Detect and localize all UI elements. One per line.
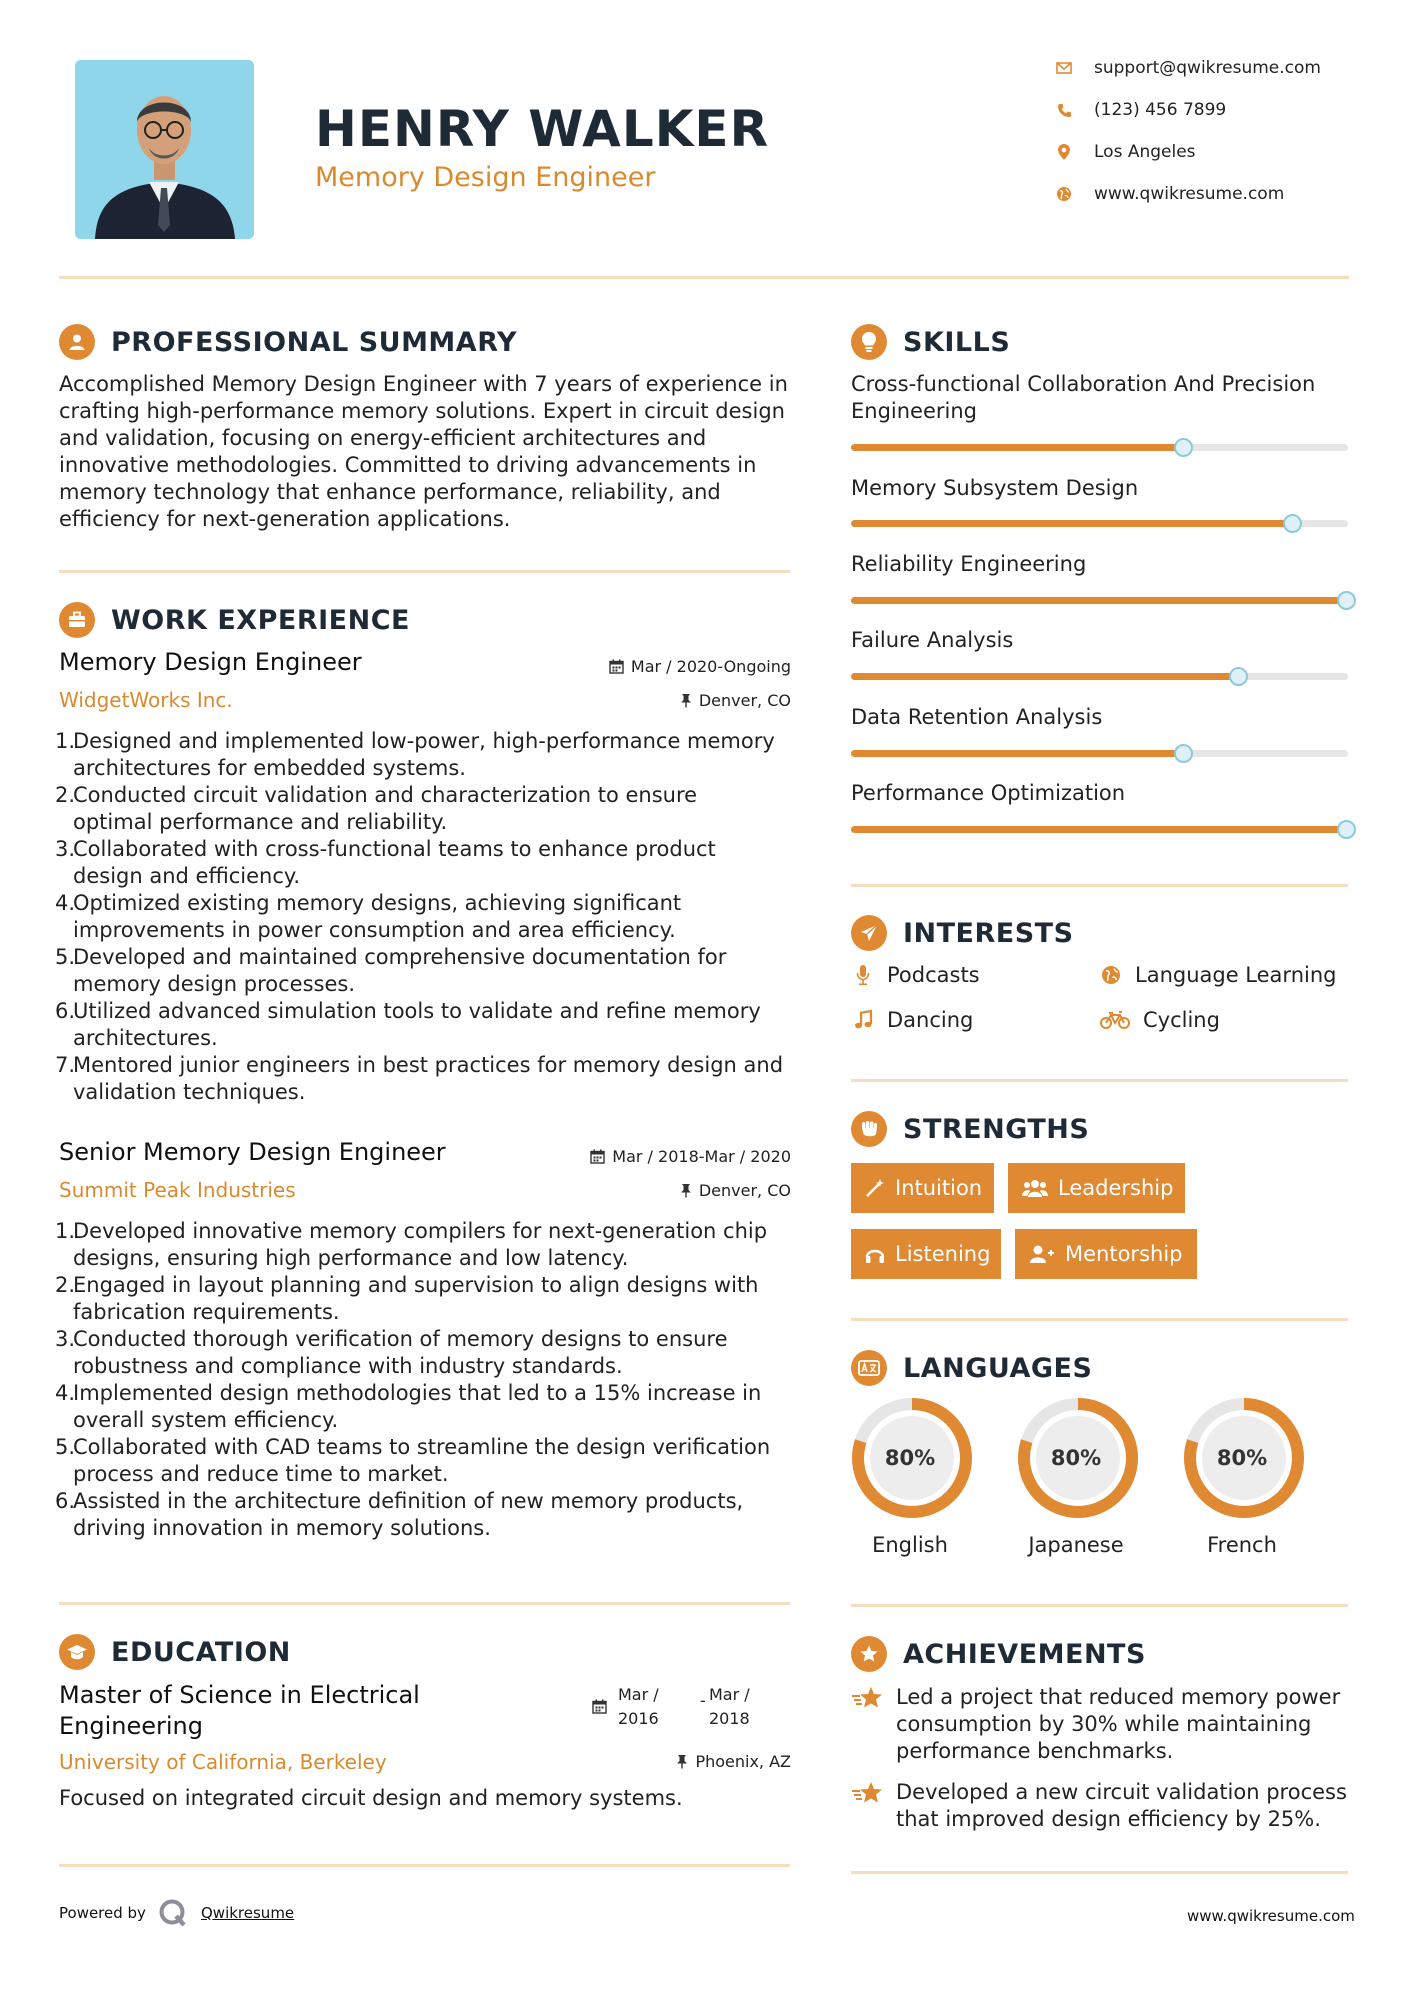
list-item: 3. Conducted thorough verification of memory designs to ensure robustness and compliance with industry standards. [55, 1327, 728, 1378]
calendar-icon [609, 659, 624, 674]
header-divider [59, 276, 1349, 279]
interest-item [1099, 1008, 1220, 1032]
education-heading [59, 1634, 291, 1670]
language-name: French [1207, 1533, 1277, 1557]
interest-label: Cycling [1143, 1008, 1220, 1032]
skill-label: Memory Subsystem Design [851, 476, 1139, 500]
award-star-icon [851, 1686, 885, 1717]
summary-title: PROFESSIONAL SUMMARY [111, 326, 518, 358]
summary-line: innovative methodologies. Committed to driving advancements in [59, 453, 757, 477]
interest-item [851, 963, 980, 987]
candidate-name: HENRY WALKER [315, 100, 770, 158]
skill-bar-fill [851, 673, 1239, 680]
strength-chip [1015, 1229, 1197, 1279]
strength-label: Leadership [1058, 1176, 1174, 1200]
job-location [540, 691, 791, 710]
skill-bar-knob [1174, 438, 1193, 457]
envelope-icon [1054, 58, 1074, 78]
contact-website-text: www.qwikresume.com [1094, 184, 1285, 204]
date-separator: - [700, 1691, 706, 1710]
contact-location [1054, 142, 1196, 162]
summary-heading [59, 324, 517, 360]
strength-chip [1008, 1163, 1185, 1213]
languages-heading [851, 1350, 1092, 1386]
pushpin-icon [676, 1754, 688, 1769]
education-start: Mar / 2016 [618, 1685, 659, 1728]
calendar-icon [592, 1699, 607, 1714]
language-percent: 80% [1216, 1446, 1268, 1470]
pushpin-icon [680, 1183, 692, 1198]
contact-email[interactable] [1054, 58, 1321, 78]
users-icon [1022, 1178, 1048, 1198]
globe-icon [1099, 963, 1123, 987]
contact-website[interactable] [1054, 184, 1284, 204]
company-name: WidgetWorks Inc. [59, 688, 233, 712]
briefcase-icon [59, 602, 95, 638]
interests-divider [851, 1079, 1348, 1082]
experience-title: WORK EXPERIENCE [111, 604, 410, 636]
star-badge-icon [851, 1636, 887, 1672]
powered-by-label: Powered by [59, 1904, 146, 1922]
magic-wand-icon [865, 1178, 885, 1198]
strength-chip [851, 1229, 1001, 1279]
skill-bar-fill [851, 826, 1348, 833]
interest-item [1099, 963, 1336, 987]
skills-heading [851, 324, 1010, 360]
job-location [540, 1181, 791, 1200]
achievements-heading [851, 1636, 1146, 1672]
languages-divider [851, 1604, 1348, 1607]
summary-line: crafting high-performance memory solutions. Expert in circuit design [59, 399, 785, 423]
list-item: 2. Conducted circuit validation and characterization to ensure optimal performance and reliability. [55, 783, 698, 834]
education-description: Focused on integrated circuit design and memory systems. [59, 1786, 683, 1810]
list-item: 1. Designed and implemented low-power, high-performance memory architectures for embedded systems. [55, 729, 775, 780]
job-responsibilities [55, 728, 795, 1106]
user-icon [59, 324, 95, 360]
candidate-title: Memory Design Engineer [315, 162, 656, 193]
skill-bar-fill [851, 520, 1293, 527]
summary-line: and validation, focusing on energy-efficient architectures and [59, 426, 707, 450]
language-percent: 80% [1050, 1446, 1102, 1470]
summary-line: Accomplished Memory Design Engineer with 7 years of experience in [59, 372, 788, 396]
qwikresume-logo-icon [158, 1898, 188, 1928]
skill-bar-knob [1337, 591, 1356, 610]
language-percent: 80% [884, 1446, 936, 1470]
list-item: 3. Collaborated with cross-functional teams to enhance product design and efficiency. [55, 837, 716, 888]
job-title: Senior Memory Design Engineer [59, 1138, 446, 1166]
interest-label: Language Learning [1135, 963, 1337, 987]
headphones-icon [865, 1244, 885, 1264]
award-star-icon [851, 1781, 885, 1812]
job-date-text: Mar / 2020-Ongoing [630, 657, 791, 676]
skill-bar [851, 520, 1348, 527]
list-item: 5. Developed and maintained comprehensive documentation for memory design processes. [55, 945, 727, 996]
education-location [540, 1752, 791, 1771]
skill-bar-fill [851, 597, 1348, 604]
contact-phone[interactable] [1054, 100, 1226, 120]
graduation-icon [59, 1634, 95, 1670]
list-item: 2. Engaged in layout planning and supervision to align designs with fabrication requirements. [55, 1273, 759, 1324]
summary-text [59, 371, 799, 533]
job-title: Memory Design Engineer [59, 648, 362, 676]
strength-label: Intuition [895, 1176, 983, 1200]
skill-bar-knob [1283, 514, 1302, 533]
language-item [1015, 1397, 1140, 1557]
globe-icon [1054, 184, 1074, 204]
list-item: 6. Utilized advanced simulation tools to validate and refine memory architectures. [55, 999, 761, 1050]
job-responsibilities [55, 1218, 795, 1542]
language-item [849, 1397, 974, 1557]
education-dates [592, 1683, 792, 1733]
job-location-text: Denver, CO [698, 691, 791, 710]
calendar-icon [590, 1149, 605, 1164]
achievement-item: Developed a new circuit validation process that improved design efficiency by 25%. [851, 1779, 1361, 1833]
skill-bar-knob [1174, 744, 1193, 763]
experience-heading [59, 602, 410, 638]
skill-label: Failure Analysis [851, 628, 1014, 652]
skill-bar [851, 444, 1348, 451]
skills-title: SKILLS [903, 326, 1011, 358]
skills-divider [851, 884, 1348, 887]
education-divider [59, 1864, 790, 1867]
degree-name: Master of Science in Electrical Engineering [59, 1681, 420, 1740]
contact-email-text: support@qwikresume.com [1094, 58, 1321, 78]
contact-phone-text: (123) 456 7899 [1094, 100, 1227, 120]
language-item [1181, 1397, 1306, 1557]
job-date [540, 657, 791, 676]
summary-line: memory technology that enhance performance, reliability, and [59, 480, 721, 504]
school-name: University of California, Berkeley [59, 1750, 387, 1774]
strength-label: Listening [895, 1242, 991, 1266]
profile-photo [75, 60, 254, 239]
strengths-divider [851, 1318, 1348, 1321]
bicycle-icon [1099, 1008, 1131, 1032]
skill-bar [851, 673, 1348, 680]
summary-line: efficiency for next-generation applications. [59, 507, 511, 531]
footer-website-link[interactable]: www.qwikresume.com [1187, 1907, 1355, 1925]
education-end: Mar / 2018 [709, 1685, 750, 1728]
skill-bar [851, 750, 1348, 757]
user-plus-icon [1029, 1244, 1055, 1264]
music-note-icon [851, 1008, 875, 1032]
language-card-icon [851, 1350, 887, 1386]
skill-bar [851, 826, 1348, 833]
contact-location-text: Los Angeles [1094, 142, 1196, 162]
list-item: 7. Mentored junior engineers in best practices for memory design and validation techniques. [55, 1053, 784, 1104]
interests-heading [851, 915, 1074, 951]
microphone-icon [851, 963, 875, 987]
skill-bar-knob [1337, 820, 1356, 839]
skill-label: Data Retention Analysis [851, 705, 1103, 729]
phone-icon [1054, 100, 1074, 120]
skill-bar-fill [851, 750, 1184, 757]
list-item: 6. Assisted in the architecture definition of new memory products, driving innovation in memory solutions. [55, 1489, 744, 1540]
job-date [520, 1147, 791, 1166]
company-name: Summit Peak Industries [59, 1178, 296, 1202]
pushpin-icon [680, 693, 692, 708]
job-date-text: Mar / 2018-Mar / 2020 [612, 1147, 791, 1166]
skill-bar [851, 597, 1348, 604]
paper-plane-icon [851, 915, 887, 951]
skill-label: Reliability Engineering [851, 552, 1087, 576]
language-name: English [872, 1533, 948, 1557]
summary-divider [59, 570, 790, 573]
strength-chip [851, 1163, 994, 1213]
qwikresume-link[interactable]: Qwikresume [201, 1904, 295, 1922]
list-item: 1. Developed innovative memory compilers for next-generation chip designs, ensuring high performance and low latency. [55, 1219, 768, 1270]
lightbulb-icon [851, 324, 887, 360]
strengths-title: STRENGTHS [903, 1113, 1090, 1145]
list-item: 4. Optimized existing memory designs, achieving significant improvements in power consumption and area efficiency. [55, 891, 682, 942]
map-pin-icon [1054, 142, 1074, 162]
skill-label: Cross-functional Collaboration And Precision Engineering [851, 372, 1316, 423]
interest-item [851, 1008, 973, 1032]
interest-label: Dancing [887, 1008, 974, 1032]
interests-title: INTERESTS [903, 917, 1074, 949]
education-title: EDUCATION [111, 1636, 291, 1668]
languages-title: LANGUAGES [903, 1352, 1093, 1384]
language-name: Japanese [1028, 1533, 1124, 1557]
list-item: 5. Collaborated with CAD teams to streamline the design verification process and reduce time to market. [55, 1435, 771, 1486]
skill-bar-fill [851, 444, 1184, 451]
strengths-heading [851, 1111, 1089, 1147]
education-location-text: Phoenix, AZ [695, 1752, 791, 1771]
achievements-title: ACHIEVEMENTS [903, 1638, 1146, 1670]
fist-icon [851, 1111, 887, 1147]
skill-label: Performance Optimization [851, 781, 1126, 805]
experience-divider [59, 1602, 790, 1605]
skill-bar-knob [1229, 667, 1248, 686]
list-item: 4. Implemented design methodologies that led to a 15% increase in overall system efficiency. [55, 1381, 762, 1432]
strength-label: Mentorship [1065, 1242, 1183, 1266]
achievements-divider [851, 1871, 1348, 1874]
achievement-item: Led a project that reduced memory power consumption by 30% while maintaining performance benchmarks. [851, 1684, 1361, 1765]
job-location-text: Denver, CO [698, 1181, 791, 1200]
interest-label: Podcasts [887, 963, 980, 987]
